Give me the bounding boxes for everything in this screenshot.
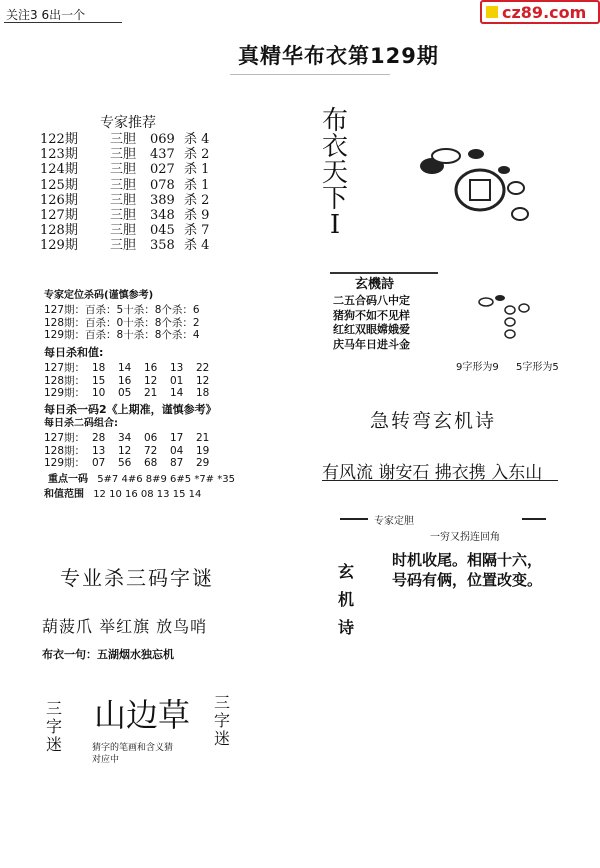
char: 诗 [337, 618, 354, 637]
nums: 358 [150, 238, 175, 254]
poem-line: 时机收尾。相隔十六， [392, 551, 543, 569]
riddle-figure-icon [414, 140, 534, 232]
daily-sum-heading: 每日杀和值: [44, 346, 104, 359]
kill: 杀 9 [184, 208, 210, 224]
poem-line: 猪狗不如不见样 [333, 308, 410, 322]
list-item: 129期： 07 56 68 87 29 [44, 457, 210, 469]
nums: 437 [150, 147, 175, 163]
riddle-heading: 专业杀三码字谜 [60, 566, 214, 590]
list-item [40, 238, 209, 253]
label: 三胆 [110, 192, 137, 208]
page-title: 真精华布衣第129期 [238, 44, 439, 68]
nums: 069 [150, 132, 175, 147]
label: 三胆 [110, 238, 137, 254]
kill: 杀 4 [184, 132, 210, 147]
daily-code-subheading: 每日杀二码组合: [44, 418, 118, 429]
char: 衣 [321, 132, 348, 162]
key-code-row [48, 474, 235, 487]
list-item [40, 147, 209, 162]
char: 布 [321, 106, 348, 136]
period: 127期 [40, 208, 78, 224]
char: 迷 [213, 729, 230, 748]
list-item: 129期： 10 05 21 14 18 [44, 387, 210, 399]
divider [522, 518, 546, 520]
expert-recommend-list [40, 132, 209, 254]
char: 三 [213, 693, 230, 712]
char: 天 [321, 158, 348, 188]
coins-icon [474, 292, 534, 342]
top-note: 关注3 6出一个 [6, 8, 86, 22]
list-item: 128期： 15 16 12 01 12 [44, 374, 210, 387]
char: 迷 [45, 735, 62, 754]
list-item [40, 193, 209, 208]
label: 三胆 [110, 208, 137, 224]
vertical-xuanji [336, 558, 356, 642]
sum-range-label: 和值范围 [44, 489, 84, 500]
label: 三胆 [110, 177, 137, 193]
position-kill-list [44, 304, 200, 342]
char: 玄 [337, 562, 354, 581]
nums: 045 [150, 223, 175, 239]
list-item [40, 162, 209, 177]
daily-code-list [44, 432, 222, 470]
note-line: 对应中 [92, 755, 120, 765]
char: 机 [337, 590, 354, 609]
period: 126期 [40, 192, 78, 208]
label: 三胆 [110, 162, 137, 178]
char: 三 [45, 699, 62, 718]
list-item [40, 178, 209, 193]
divider [322, 480, 558, 481]
label: 三胆 [110, 223, 137, 239]
riddle-line: 布衣一句：五湖烟水独忘机 [42, 648, 174, 661]
list-item: 128期： 13 12 72 04 19 [44, 444, 210, 457]
note-line: 猜字的笔画和含义猜 [92, 743, 174, 753]
sum-range-row [44, 489, 201, 502]
shape-label-left: 9字形为9 [456, 362, 499, 373]
kill: 杀 2 [184, 147, 210, 163]
list-item: 127期： 18 14 16 13 22 [44, 362, 210, 374]
list-item [40, 208, 209, 223]
list-item: 128期：百杀：0十杀：8个杀：2 [44, 316, 200, 329]
poem-heading: 急转弯玄机诗 [370, 410, 497, 432]
riddle-items: 葫菠爪 举红旗 放鸟哨 [42, 617, 208, 636]
sub-label: 一穷又拐连回角 [430, 532, 500, 543]
char: 字 [213, 711, 230, 730]
kill: 杀 7 [184, 223, 210, 239]
divider [340, 518, 368, 520]
nums: 078 [150, 177, 175, 193]
label: 三胆 [110, 147, 137, 163]
char: 下 [321, 184, 348, 214]
expert-label: 专家定胆 [374, 516, 414, 527]
label: 三胆 [110, 132, 137, 147]
kill: 杀 1 [184, 177, 210, 193]
kill: 杀 4 [184, 238, 210, 254]
period: 124期 [40, 162, 78, 178]
list-item [40, 223, 209, 238]
list-item: 127期：百杀：5十杀：8个杀：6 [44, 304, 200, 316]
expert-recommend-heading: 专家推荐 [100, 115, 156, 131]
site-logo[interactable] [480, 0, 600, 24]
xuanji-poem [333, 294, 410, 352]
kill: 杀 2 [184, 192, 210, 208]
kill: 杀 1 [184, 162, 210, 178]
nums: 389 [150, 192, 175, 208]
char: 字 [45, 717, 62, 736]
vertical-title [320, 108, 350, 238]
riddle-answer: 山边草 [94, 696, 191, 734]
key-code-label: 重点一码 [48, 474, 88, 485]
vertical-riddle-right [212, 694, 232, 748]
vertical-riddle-left [44, 700, 64, 754]
poem-line: 红红双眼嫦娥爱 [333, 323, 410, 336]
list-item: 127期： 28 34 06 17 21 [44, 432, 210, 444]
riddle-note [92, 742, 173, 766]
period: 122期 [40, 132, 78, 147]
poem-line-main: 有风流 谢安石 拂衣携 入东山 [322, 463, 543, 483]
sum-range-values: 12 10 16 08 13 15 14 [93, 489, 202, 500]
nums: 348 [150, 208, 175, 224]
poem-line: 号码有俩，位置改变。 [392, 571, 543, 589]
char: I [329, 210, 341, 240]
period: 129期 [40, 238, 78, 254]
key-code-values: 5#7 4#6 8#9 6#5 *7# *35 [97, 474, 235, 485]
list-item [40, 132, 209, 147]
daily-code-heading: 每日杀一码2《上期准，谨慎参考》 [44, 403, 217, 416]
period: 123期 [40, 147, 78, 163]
xuanji-title: 玄機詩 [355, 277, 395, 292]
daily-sum-list [44, 362, 222, 400]
poem-line: 庆马年日进斗金 [333, 337, 410, 351]
shape-label-right: 5字形为5 [516, 362, 559, 373]
poem-line: 二五合码八中定 [333, 294, 410, 307]
period: 128期 [40, 223, 78, 239]
list-item: 129期：百杀：8十杀：8个杀：4 [44, 329, 200, 341]
logo-square-icon [486, 6, 498, 18]
divider [230, 74, 390, 75]
period: 125期 [40, 177, 78, 193]
divider [4, 22, 122, 23]
poem-text [392, 550, 542, 590]
position-kill-heading: 专家定位杀码(谨慎参考) [44, 290, 154, 301]
nums: 027 [150, 162, 175, 178]
logo-text: cz89.com [502, 2, 587, 22]
